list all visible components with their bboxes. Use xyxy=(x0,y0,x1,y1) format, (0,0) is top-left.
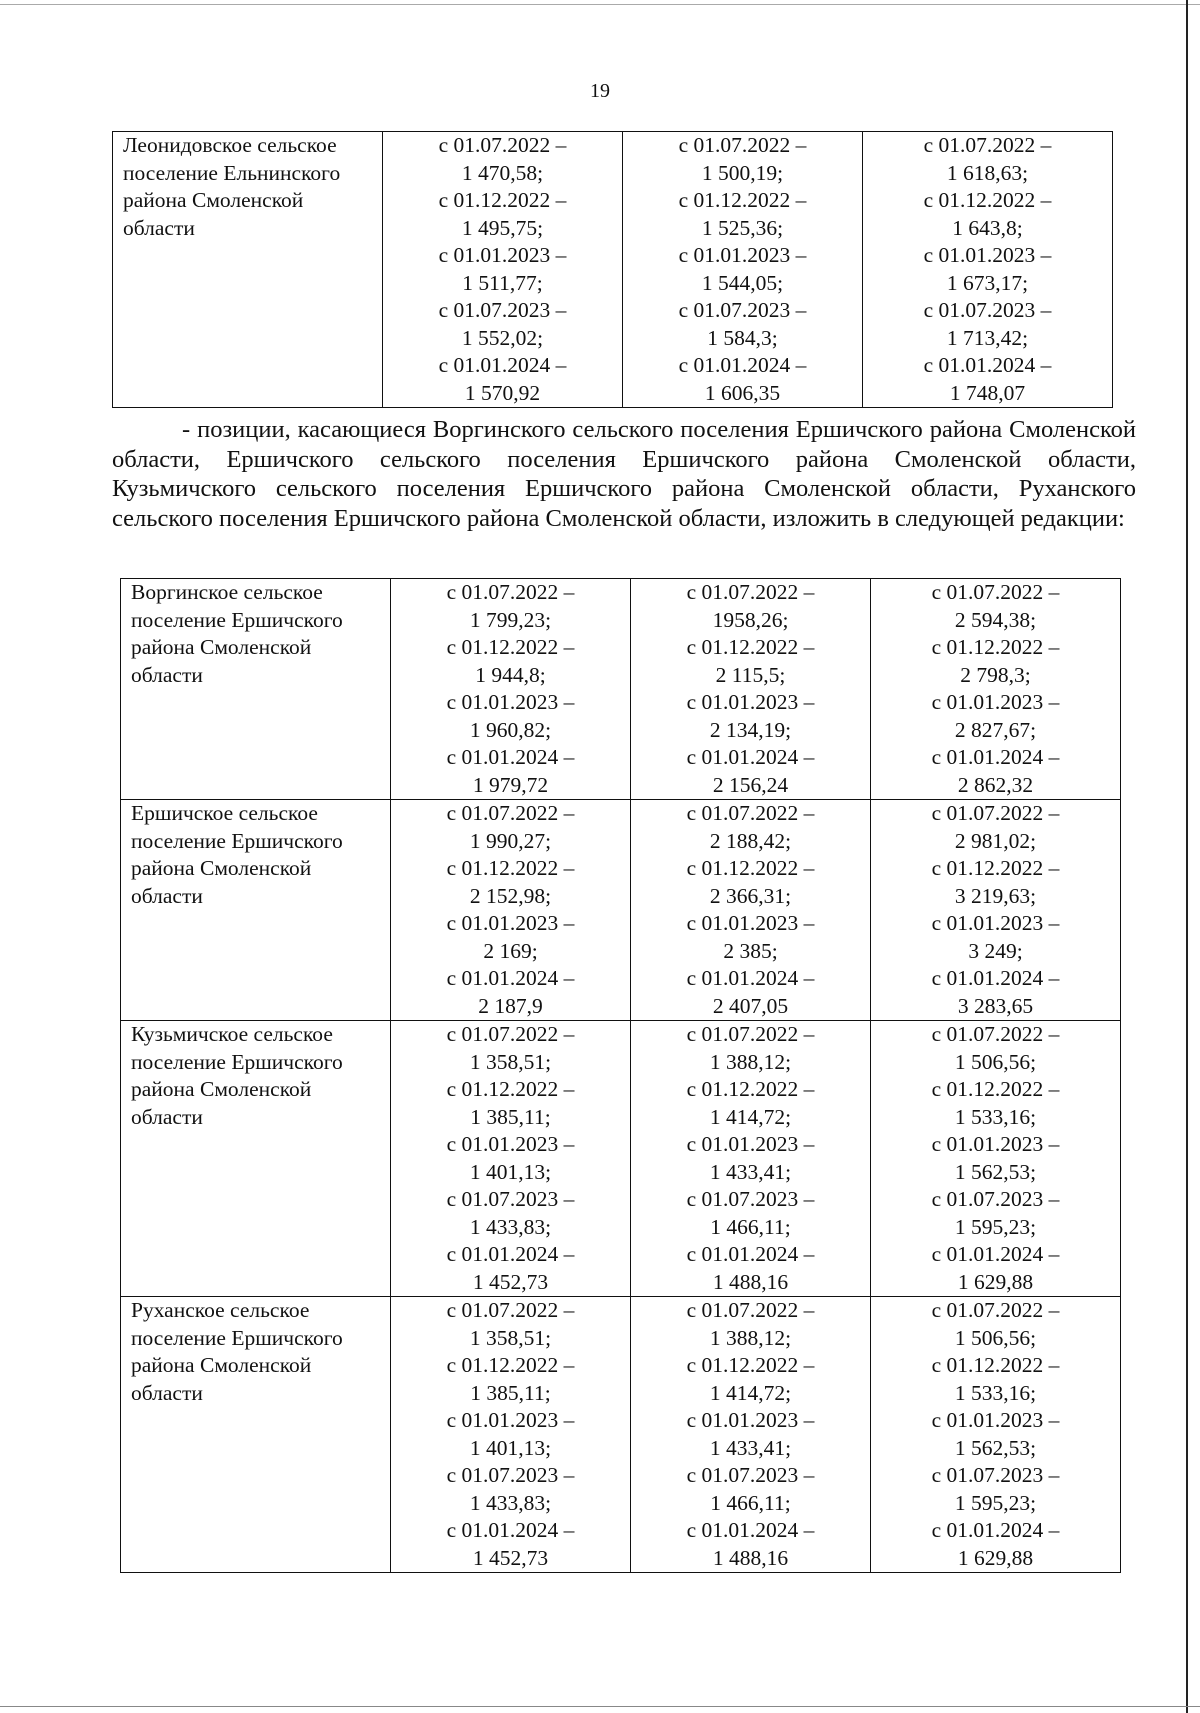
tariff-cell-1 xyxy=(391,1021,631,1297)
tariff-line: с 01.12.2022 – xyxy=(923,188,1052,212)
tariff-line: 1 606,35 xyxy=(704,380,781,405)
tariff-line: с 01.07.2022 – xyxy=(446,580,575,604)
tariff-line: с 01.07.2022 – xyxy=(931,1298,1060,1322)
tariff-line: с 01.01.2023 – xyxy=(678,243,807,267)
tariff-line: с 01.01.2023 – xyxy=(931,1408,1060,1432)
tariff-line: с 01.01.2024 – xyxy=(678,353,807,377)
tariff-line: с 01.07.2022 – xyxy=(686,580,815,604)
tariff-cell-1 xyxy=(391,579,631,800)
tariff-line: с 01.01.2023 – xyxy=(446,690,575,714)
tariff-line: 1 544,05; xyxy=(701,270,784,295)
tariff-line: 2 385; xyxy=(723,938,778,963)
tariff-cell-3 xyxy=(871,1021,1121,1297)
tariff-line: 1 595,23; xyxy=(954,1214,1037,1239)
tariff-line: 1 525,36; xyxy=(701,215,784,240)
tariff-line: с 01.07.2022 – xyxy=(923,133,1052,157)
tariff-line: 1 506,56; xyxy=(954,1325,1037,1350)
tariff-line: 1 433,41; xyxy=(709,1159,792,1184)
tariff-line: с 01.01.2024 – xyxy=(931,966,1060,990)
tariff-line: 1 570,92 xyxy=(464,380,541,405)
tariff-line: 1 960,82; xyxy=(469,717,552,742)
tariff-line: с 01.07.2023 – xyxy=(931,1187,1060,1211)
tariff-line: 1 595,23; xyxy=(954,1490,1037,1515)
settlement-name-line: области xyxy=(131,662,203,687)
scan-edge-right xyxy=(1186,0,1188,1713)
settlement-name-line: Кузьмичское сельское xyxy=(131,1022,333,1046)
tariff-line: 1 388,12; xyxy=(709,1325,792,1350)
tariff-line: с 01.07.2022 – xyxy=(931,580,1060,604)
tariff-line: с 01.12.2022 – xyxy=(446,856,575,880)
tariff-line: с 01.07.2022 – xyxy=(438,133,567,157)
settlement-name-line: Руханское сельское xyxy=(131,1298,310,1322)
tariff-cell-2 xyxy=(631,800,871,1021)
tariff-line: 1 673,17; xyxy=(946,270,1029,295)
settlement-name-line: области xyxy=(131,1380,203,1405)
tariff-line: 1 488,16 xyxy=(712,1269,789,1294)
settlement-name-line: области xyxy=(131,883,203,908)
tariff-line: 2 827,67; xyxy=(954,717,1037,742)
tariff-line: с 01.01.2024 – xyxy=(446,745,575,769)
tariff-line: 1 433,83; xyxy=(469,1490,552,1515)
tariff-line: с 01.12.2022 – xyxy=(931,856,1060,880)
tariff-table-2 xyxy=(120,578,1121,1573)
tariff-line: с 01.01.2023 – xyxy=(438,243,567,267)
tariff-cell-1 xyxy=(391,1297,631,1573)
tariff-line: с 01.07.2022 – xyxy=(446,1298,575,1322)
tariff-line: 3 283,65 xyxy=(957,993,1034,1018)
tariff-cell-1 xyxy=(391,800,631,1021)
tariff-line: с 01.07.2022 – xyxy=(686,1022,815,1046)
table-row xyxy=(113,132,1113,408)
tariff-line: с 01.01.2024 – xyxy=(931,1242,1060,1266)
tariff-cell-3 xyxy=(863,132,1113,408)
tariff-line: с 01.12.2022 – xyxy=(678,188,807,212)
tariff-line: с 01.01.2024 – xyxy=(923,353,1052,377)
tariff-line: 1 629,88 xyxy=(957,1269,1034,1294)
tariff-cell-2 xyxy=(631,579,871,800)
tariff-line: 1 713,42; xyxy=(946,325,1029,350)
tariff-line: с 01.12.2022 – xyxy=(931,1077,1060,1101)
settlement-name-cell xyxy=(121,579,391,800)
scan-edge-top xyxy=(0,4,1200,5)
table-row xyxy=(121,579,1121,800)
tariff-line: с 01.01.2024 – xyxy=(686,1518,815,1542)
settlement-name-line: области xyxy=(131,1104,203,1129)
tariff-line: с 01.12.2022 – xyxy=(446,1077,575,1101)
tariff-line: с 01.01.2023 – xyxy=(931,911,1060,935)
tariff-line: 1 401,13; xyxy=(469,1159,552,1184)
settlement-name-line: области xyxy=(123,215,195,240)
tariff-line: 1 748,07 xyxy=(949,380,1026,405)
tariff-line: 1 618,63; xyxy=(946,160,1029,185)
tariff-line: 1 452,73 xyxy=(472,1545,549,1570)
tariff-line: с 01.01.2024 – xyxy=(438,353,567,377)
tariff-table-1 xyxy=(112,131,1113,408)
tariff-line: с 01.01.2024 – xyxy=(446,1242,575,1266)
tariff-line: 1 629,88 xyxy=(957,1545,1034,1570)
scan-edge-bottom xyxy=(0,1706,1200,1707)
tariff-line: 1 466,11; xyxy=(710,1490,791,1515)
tariff-line: 1 470,58; xyxy=(461,160,544,185)
paragraph-text: - позиции, касающиеся Воргинского сельского поселения Ершичского района Смоленской области, Ершичского сельского поселения Ершичского района Смоленской области, Кузьмичского сельского поселения Ершичского района Смоленской области, Руханского сельского поселения Ершичского района Смоленской области, изложить в следующей редакции: xyxy=(112,416,1136,532)
tariff-line: 1 584,3; xyxy=(707,325,778,350)
tariff-line: 1 500,19; xyxy=(701,160,784,185)
tariff-line: 1 979,72 xyxy=(472,772,549,797)
tariff-line: 1 552,02; xyxy=(461,325,544,350)
tariff-line: 1 506,56; xyxy=(954,1049,1037,1074)
tariff-line: 1 401,13; xyxy=(469,1435,552,1460)
tariff-line: с 01.01.2023 – xyxy=(446,1132,575,1156)
tariff-line: 1 414,72; xyxy=(709,1380,792,1405)
tariff-line: 1 511,77; xyxy=(462,270,543,295)
settlement-name-line: района Смоленской xyxy=(123,188,304,212)
tariff-line: с 01.01.2023 – xyxy=(686,911,815,935)
settlement-name-cell xyxy=(121,1021,391,1297)
tariff-line: с 01.12.2022 – xyxy=(931,1353,1060,1377)
tariff-line: с 01.07.2022 – xyxy=(446,1022,575,1046)
tariff-line: с 01.12.2022 – xyxy=(931,635,1060,659)
table-row xyxy=(121,1021,1121,1297)
tariff-line: с 01.01.2023 – xyxy=(446,911,575,935)
tariff-line: с 01.07.2022 – xyxy=(446,801,575,825)
tariff-line: 2 156,24 xyxy=(712,772,789,797)
settlement-name-line: поселение Ершичского xyxy=(131,607,343,632)
tariff-line: 2 407,05 xyxy=(712,993,789,1018)
table-row xyxy=(121,1297,1121,1573)
tariff-line: 1 990,27; xyxy=(469,828,552,853)
tariff-line: 3 219,63; xyxy=(954,883,1037,908)
tariff-line: с 01.12.2022 – xyxy=(686,635,815,659)
settlement-name-cell xyxy=(121,1297,391,1573)
tariff-line: с 01.01.2023 – xyxy=(686,690,815,714)
tariff-line: 2 152,98; xyxy=(469,883,552,908)
tariff-cell-1 xyxy=(383,132,623,408)
settlement-name-cell xyxy=(113,132,383,408)
tariff-line: с 01.07.2022 – xyxy=(931,801,1060,825)
tariff-cell-3 xyxy=(871,1297,1121,1573)
settlement-name-line: Ершичское сельское xyxy=(131,801,318,825)
tariff-line: 3 249; xyxy=(968,938,1023,963)
tariff-line: с 01.12.2022 – xyxy=(686,1353,815,1377)
tariff-line: 2 169; xyxy=(483,938,538,963)
tariff-line: 1 799,23; xyxy=(469,607,552,632)
tariff-line: с 01.12.2022 – xyxy=(438,188,567,212)
tariff-cell-2 xyxy=(623,132,863,408)
tariff-line: 2 115,5; xyxy=(715,662,786,687)
tariff-line: 1 385,11; xyxy=(470,1104,551,1129)
tariff-line: 2 134,19; xyxy=(709,717,792,742)
tariff-line: с 01.07.2023 – xyxy=(923,298,1052,322)
tariff-line: с 01.07.2023 – xyxy=(446,1463,575,1487)
tariff-line: 1 433,41; xyxy=(709,1435,792,1460)
tariff-line: с 01.12.2022 – xyxy=(686,1077,815,1101)
tariff-line: 2 366,31; xyxy=(709,883,792,908)
tariff-line: с 01.01.2024 – xyxy=(446,966,575,990)
tariff-line: с 01.12.2022 – xyxy=(446,1353,575,1377)
settlement-name-line: поселение Ершичского xyxy=(131,828,343,853)
page-number: 19 xyxy=(590,80,610,102)
tariff-line: 2 187,9 xyxy=(478,993,543,1018)
tariff-line: 1 562,53; xyxy=(954,1159,1037,1184)
tariff-line: с 01.01.2023 – xyxy=(686,1408,815,1432)
tariff-line: 1 643,8; xyxy=(952,215,1023,240)
tariff-line: 1 385,11; xyxy=(470,1380,551,1405)
settlement-name-line: района Смоленской xyxy=(131,635,312,659)
tariff-line: с 01.01.2023 – xyxy=(931,1132,1060,1156)
tariff-line: с 01.01.2024 – xyxy=(446,1518,575,1542)
tariff-line: 1 452,73 xyxy=(472,1269,549,1294)
tariff-line: 2 862,32 xyxy=(957,772,1034,797)
tariff-line: 1 944,8; xyxy=(475,662,546,687)
tariff-cell-3 xyxy=(871,800,1121,1021)
settlement-name-cell xyxy=(121,800,391,1021)
tariff-line: 1 495,75; xyxy=(461,215,544,240)
tariff-line: с 01.01.2024 – xyxy=(686,966,815,990)
tariff-line: с 01.07.2023 – xyxy=(438,298,567,322)
settlement-name-line: поселение Ершичского xyxy=(131,1325,343,1350)
settlement-name-line: района Смоленской xyxy=(131,1353,312,1377)
tariff-line: с 01.01.2023 – xyxy=(446,1408,575,1432)
tariff-line: с 01.01.2024 – xyxy=(686,745,815,769)
tariff-line: с 01.07.2023 – xyxy=(686,1187,815,1211)
tariff-line: с 01.12.2022 – xyxy=(686,856,815,880)
tariff-line: с 01.01.2023 – xyxy=(686,1132,815,1156)
settlement-name-line: района Смоленской xyxy=(131,1077,312,1101)
tariff-line: с 01.07.2023 – xyxy=(931,1463,1060,1487)
tariff-line: 1 414,72; xyxy=(709,1104,792,1129)
tariff-cell-2 xyxy=(631,1297,871,1573)
tariff-line: 1 466,11; xyxy=(710,1214,791,1239)
tariff-line: с 01.07.2023 – xyxy=(678,298,807,322)
settlement-name-line: района Смоленской xyxy=(131,856,312,880)
tariff-cell-3 xyxy=(871,579,1121,800)
tariff-line: с 01.01.2024 – xyxy=(686,1242,815,1266)
tariff-line: с 01.07.2022 – xyxy=(678,133,807,157)
settlement-name-line: поселение Ельнинского xyxy=(123,160,341,185)
tariff-line: 2 981,02; xyxy=(954,828,1037,853)
tariff-line: 1 488,16 xyxy=(712,1545,789,1570)
tariff-line: с 01.01.2023 – xyxy=(931,690,1060,714)
table-row xyxy=(121,800,1121,1021)
settlement-name-line: Воргинское сельское xyxy=(131,580,323,604)
tariff-line: 1 433,83; xyxy=(469,1214,552,1239)
tariff-line: 1 358,51; xyxy=(469,1049,552,1074)
tariff-line: 1 533,16; xyxy=(954,1104,1037,1129)
tariff-line: с 01.07.2022 – xyxy=(686,801,815,825)
tariff-line: 1 533,16; xyxy=(954,1380,1037,1405)
tariff-line: с 01.07.2022 – xyxy=(686,1298,815,1322)
tariff-cell-2 xyxy=(631,1021,871,1297)
tariff-line: с 01.01.2023 – xyxy=(923,243,1052,267)
tariff-line: с 01.01.2024 – xyxy=(931,1518,1060,1542)
tariff-line: 2 594,38; xyxy=(954,607,1037,632)
tariff-line: с 01.01.2024 – xyxy=(931,745,1060,769)
tariff-line: 1 388,12; xyxy=(709,1049,792,1074)
settlement-name-line: Леонидовское сельское xyxy=(123,133,337,157)
tariff-line: с 01.07.2023 – xyxy=(686,1463,815,1487)
tariff-line: 2 798,3; xyxy=(960,662,1031,687)
settlement-name-line: поселение Ершичского xyxy=(131,1049,343,1074)
tariff-line: 1 358,51; xyxy=(469,1325,552,1350)
tariff-line: 2 188,42; xyxy=(709,828,792,853)
tariff-line: с 01.07.2023 – xyxy=(446,1187,575,1211)
tariff-line: с 01.07.2022 – xyxy=(931,1022,1060,1046)
tariff-line: 1958,26; xyxy=(712,607,789,632)
tariff-line: 1 562,53; xyxy=(954,1435,1037,1460)
tariff-line: с 01.12.2022 – xyxy=(446,635,575,659)
